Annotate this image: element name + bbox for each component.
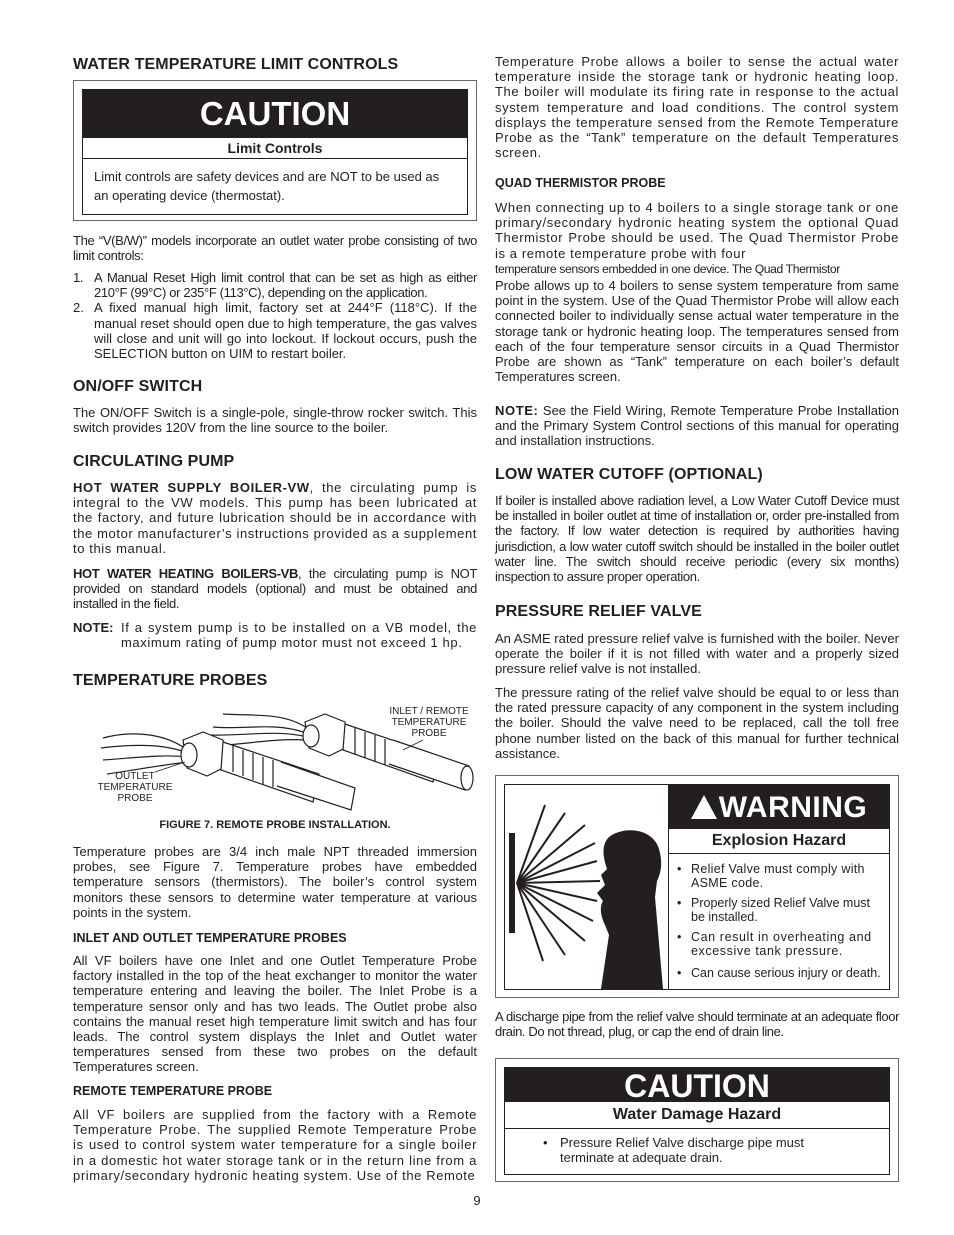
subheading-remote-probe: REMOTE TEMPERATURE PROBE (73, 1084, 273, 1098)
note-label: NOTE: (495, 403, 539, 418)
warning-triangle-icon (691, 795, 717, 819)
list-number: 1. (73, 270, 84, 285)
circulating-pump-vw (73, 480, 477, 556)
list-item (73, 270, 477, 300)
limit-controls-intro: The “V(B/W)” models incorporate an outlet water probe consisting of two limit controls: (73, 233, 477, 264)
section-heading-on-off-switch: ON/OFF SWITCH (73, 378, 203, 395)
circulating-pump-vb (73, 566, 477, 612)
bullet-text: Pressure Relief Valve discharge pipe must terminate at adequate drain. (560, 1135, 804, 1165)
limit-controls-list (73, 270, 477, 361)
quad-body-b: temperature sensors embedded in one device. The Quad Thermistor (495, 262, 840, 276)
caution-inner-frame (504, 1067, 890, 1175)
caution-box-water-damage (495, 1058, 899, 1182)
discharge-pipe-body: A discharge pipe from the relief valve should terminate at an adequate floor drain. Do not thread, plug, or cap the end of drain line. (495, 1009, 899, 1040)
remote-probe-continued: Temperature Probe allows a boiler to sense the actual water temperature inside the storage tank or hydronic heating loop. The boiler will modulate its firing rate in response to the actual system temperature and load conditions. The control system displays the temperature sensed from the Remote Temperature Probe as the “Tank” temperature on the default Temperatures screen. (495, 54, 899, 161)
vw-bold-label: HOT WATER SUPPLY BOILER-VW (73, 480, 310, 495)
section-heading-lwco: LOW WATER CUTOFF (OPTIONAL) (495, 466, 763, 483)
warning-text-panel (668, 785, 889, 989)
note-label: NOTE: (73, 620, 114, 635)
section-heading-temperature-probes: TEMPERATURE PROBES (73, 672, 268, 689)
prv-body-2: The pressure rating of the relief valve should be equal to or less than the rated pressure capacity of any component in the system including the boiler. Should the valve need to be replaced, call the toll free phone number listed on the back of this manual for further technical assistance. (495, 685, 899, 761)
warning-bullet (677, 966, 883, 980)
list-text: A Manual Reset High limit control that can be set as high as either 210°F (99°C) or 235°F (113°C), depending on the application. (94, 270, 477, 301)
inlet-label-line: PROBE (411, 728, 447, 739)
outlet-label-line: PROBE (117, 793, 153, 804)
warning-box-explosion (495, 775, 899, 998)
vb-bold-label: HOT WATER HEATING BOILERS-VB (73, 566, 299, 581)
bullet-dot: • (677, 966, 682, 980)
explosion-hazard-pictogram (505, 785, 665, 989)
warning-inner-frame (504, 784, 890, 990)
caution-box-limit-controls (73, 80, 477, 221)
inlet-outlet-body: All VF boilers have one Inlet and one Outlet Temperature Probe factory installed in the top of the heat exchanger to monitor the water temperature entering and leaving the boiler. The Inlet Probe is a temperature sensor only and has two leads. The Outlet probe also contains the manual reset high temperature limit switch and has four leads. The control system displays the Inlet and Outlet water temperatures sensed from these two probes on the default Temperatures screen. (73, 953, 477, 1075)
warning-bullets (669, 854, 889, 980)
warning-bullet (677, 930, 883, 958)
inlet-label-line: TEMPERATURE (391, 717, 467, 728)
caution-bullets (505, 1129, 889, 1165)
caution-subtitle: Limit Controls (83, 138, 467, 159)
bullet-text: Can cause serious injury or death. (691, 966, 881, 980)
note-text: See the Field Wiring, Remote Temperature Probe Installation and the Primary System Control sections of this manual for operating and installation instructions. (495, 403, 899, 449)
vb-text: , the circulating pump is NOT provided on standard models (optional) and must be obtained and installed in the field. (73, 566, 477, 612)
remote-probe-body: All VF boilers are supplied from the factory with a Remote Temperature Probe. The supplied Remote Temperature Probe is used to control system water temperature for a single boiler in a domestic hot water storage tank or in the return line from a primary/secondary hydronic heating system. Use of the Remote (73, 1107, 477, 1183)
field-wiring-note (495, 403, 899, 449)
prv-body-1: An ASME rated pressure relief valve is furnished with the boiler. Never operate the boiler if it is not filled with water and a properly sized pressure relief valve is not installed. (495, 631, 899, 677)
vw-text: , the circulating pump is integral to the VW models. This pump has been lubricated at the factory, and future lubrication should be in accordance with the motor manufacturer’s instructions provided as a supplement to this manual. (73, 480, 477, 556)
subheading-inlet-outlet: INLET AND OUTLET TEMPERATURE PROBES (73, 931, 347, 945)
section-heading-limit-controls: WATER TEMPERATURE LIMIT CONTROLS (73, 56, 399, 73)
bullet-dot: • (677, 862, 682, 876)
bullet-text: Relief Valve must comply with ASME code. (691, 862, 865, 890)
caution-inner-frame (82, 89, 468, 215)
quad-body-c: Probe allows up to 4 boilers to sense system temperature from same point in the system. Use of the Quad Thermistor Probe will allow each connected boiler to individually sense actual water temperature in the storage tank or hydronic heating loop. The temperatures sensed from each of the four temperature sensor circuits in a Quad Thermistor Probe are shown as “Tank” temperature on each boiler’s default Temperatures screen. (495, 278, 899, 385)
caution-title: CAUTION (505, 1068, 889, 1102)
pump-note (73, 620, 477, 650)
on-off-switch-body: The ON/OFF Switch is a single-pole, single-throw rocker switch. This switch provides 120V from the line source to the boiler. (73, 405, 477, 436)
page-number: 9 (473, 1193, 481, 1208)
quad-body-a: When connecting up to 4 boilers to a single storage tank or one primary/secondary hydronic heating system the optional Quad Thermistor Probe should be used. The Quad Thermistor Probe is a remote temperature probe with four (495, 200, 899, 261)
inlet-label-line: INLET / REMOTE (389, 706, 469, 717)
warning-bullet (677, 862, 883, 890)
lwco-body: If boiler is installed above radiation level, a Low Water Cutoff Device must be installed in boiler outlet at time of installation or, order pre-installed from the factory. If low water detection is required by authorities having jurisdiction, a low water cutoff switch should be installed in the boiler outlet water line. The switch should receive periodic (every six months) inspection to assure proper operation. (495, 493, 899, 585)
list-number: 2. (73, 300, 84, 316)
warning-bullet (677, 896, 883, 924)
bullet-dot: • (677, 896, 682, 910)
note-text: If a system pump is to be installed on a VB model, the maximum rating of pump motor must not exceed 1 hp. (121, 620, 477, 651)
subheading-quad-thermistor: QUAD THERMISTOR PROBE (495, 176, 666, 190)
inlet-probe-label (369, 706, 489, 739)
bullet-dot: • (677, 930, 682, 944)
outlet-label-line: OUTLET (115, 771, 155, 782)
caution-bullet (543, 1135, 849, 1165)
temperature-probes-body: Temperature probes are 3/4 inch male NPT threaded immersion probes, see Figure 7. Temperature probes have embedded temperature sensors (thermistors). The boiler’s control system monitors these sensors to determine water temperature at various points in the system. (73, 844, 477, 920)
section-heading-circulating-pump: CIRCULATING PUMP (73, 453, 235, 470)
list-item (73, 300, 477, 361)
outlet-label-line: TEMPERATURE (97, 782, 173, 793)
outlet-probe-label (85, 771, 185, 804)
warning-title-text: WARNING (718, 791, 868, 824)
list-text: A fixed manual high limit, factory set at 244°F (118°C). If the manual reset should open due to high temperature, the gas valves will close and unit will go into lockout. If lockout occurs, push the SELECTION button on UIM to restart boiler. (94, 300, 477, 362)
caution-body: Limit controls are safety devices and are NOT to be used as an operating device (thermostat). (94, 169, 440, 203)
bullet-dot: • (543, 1135, 548, 1150)
caution-title: CAUTION (83, 90, 467, 138)
figure-caption: FIGURE 7. REMOTE PROBE INSTALLATION. (159, 819, 391, 831)
warning-title (669, 785, 889, 829)
warning-subtitle: Explosion Hazard (669, 829, 889, 854)
bullet-text: Can result in overheating and excessive tank pressure. (691, 930, 872, 958)
caution-subtitle: Water Damage Hazard (505, 1102, 889, 1129)
bullet-text: Properly sized Relief Valve must be installed. (691, 896, 871, 924)
section-heading-prv: PRESSURE RELIEF VALVE (495, 603, 702, 620)
